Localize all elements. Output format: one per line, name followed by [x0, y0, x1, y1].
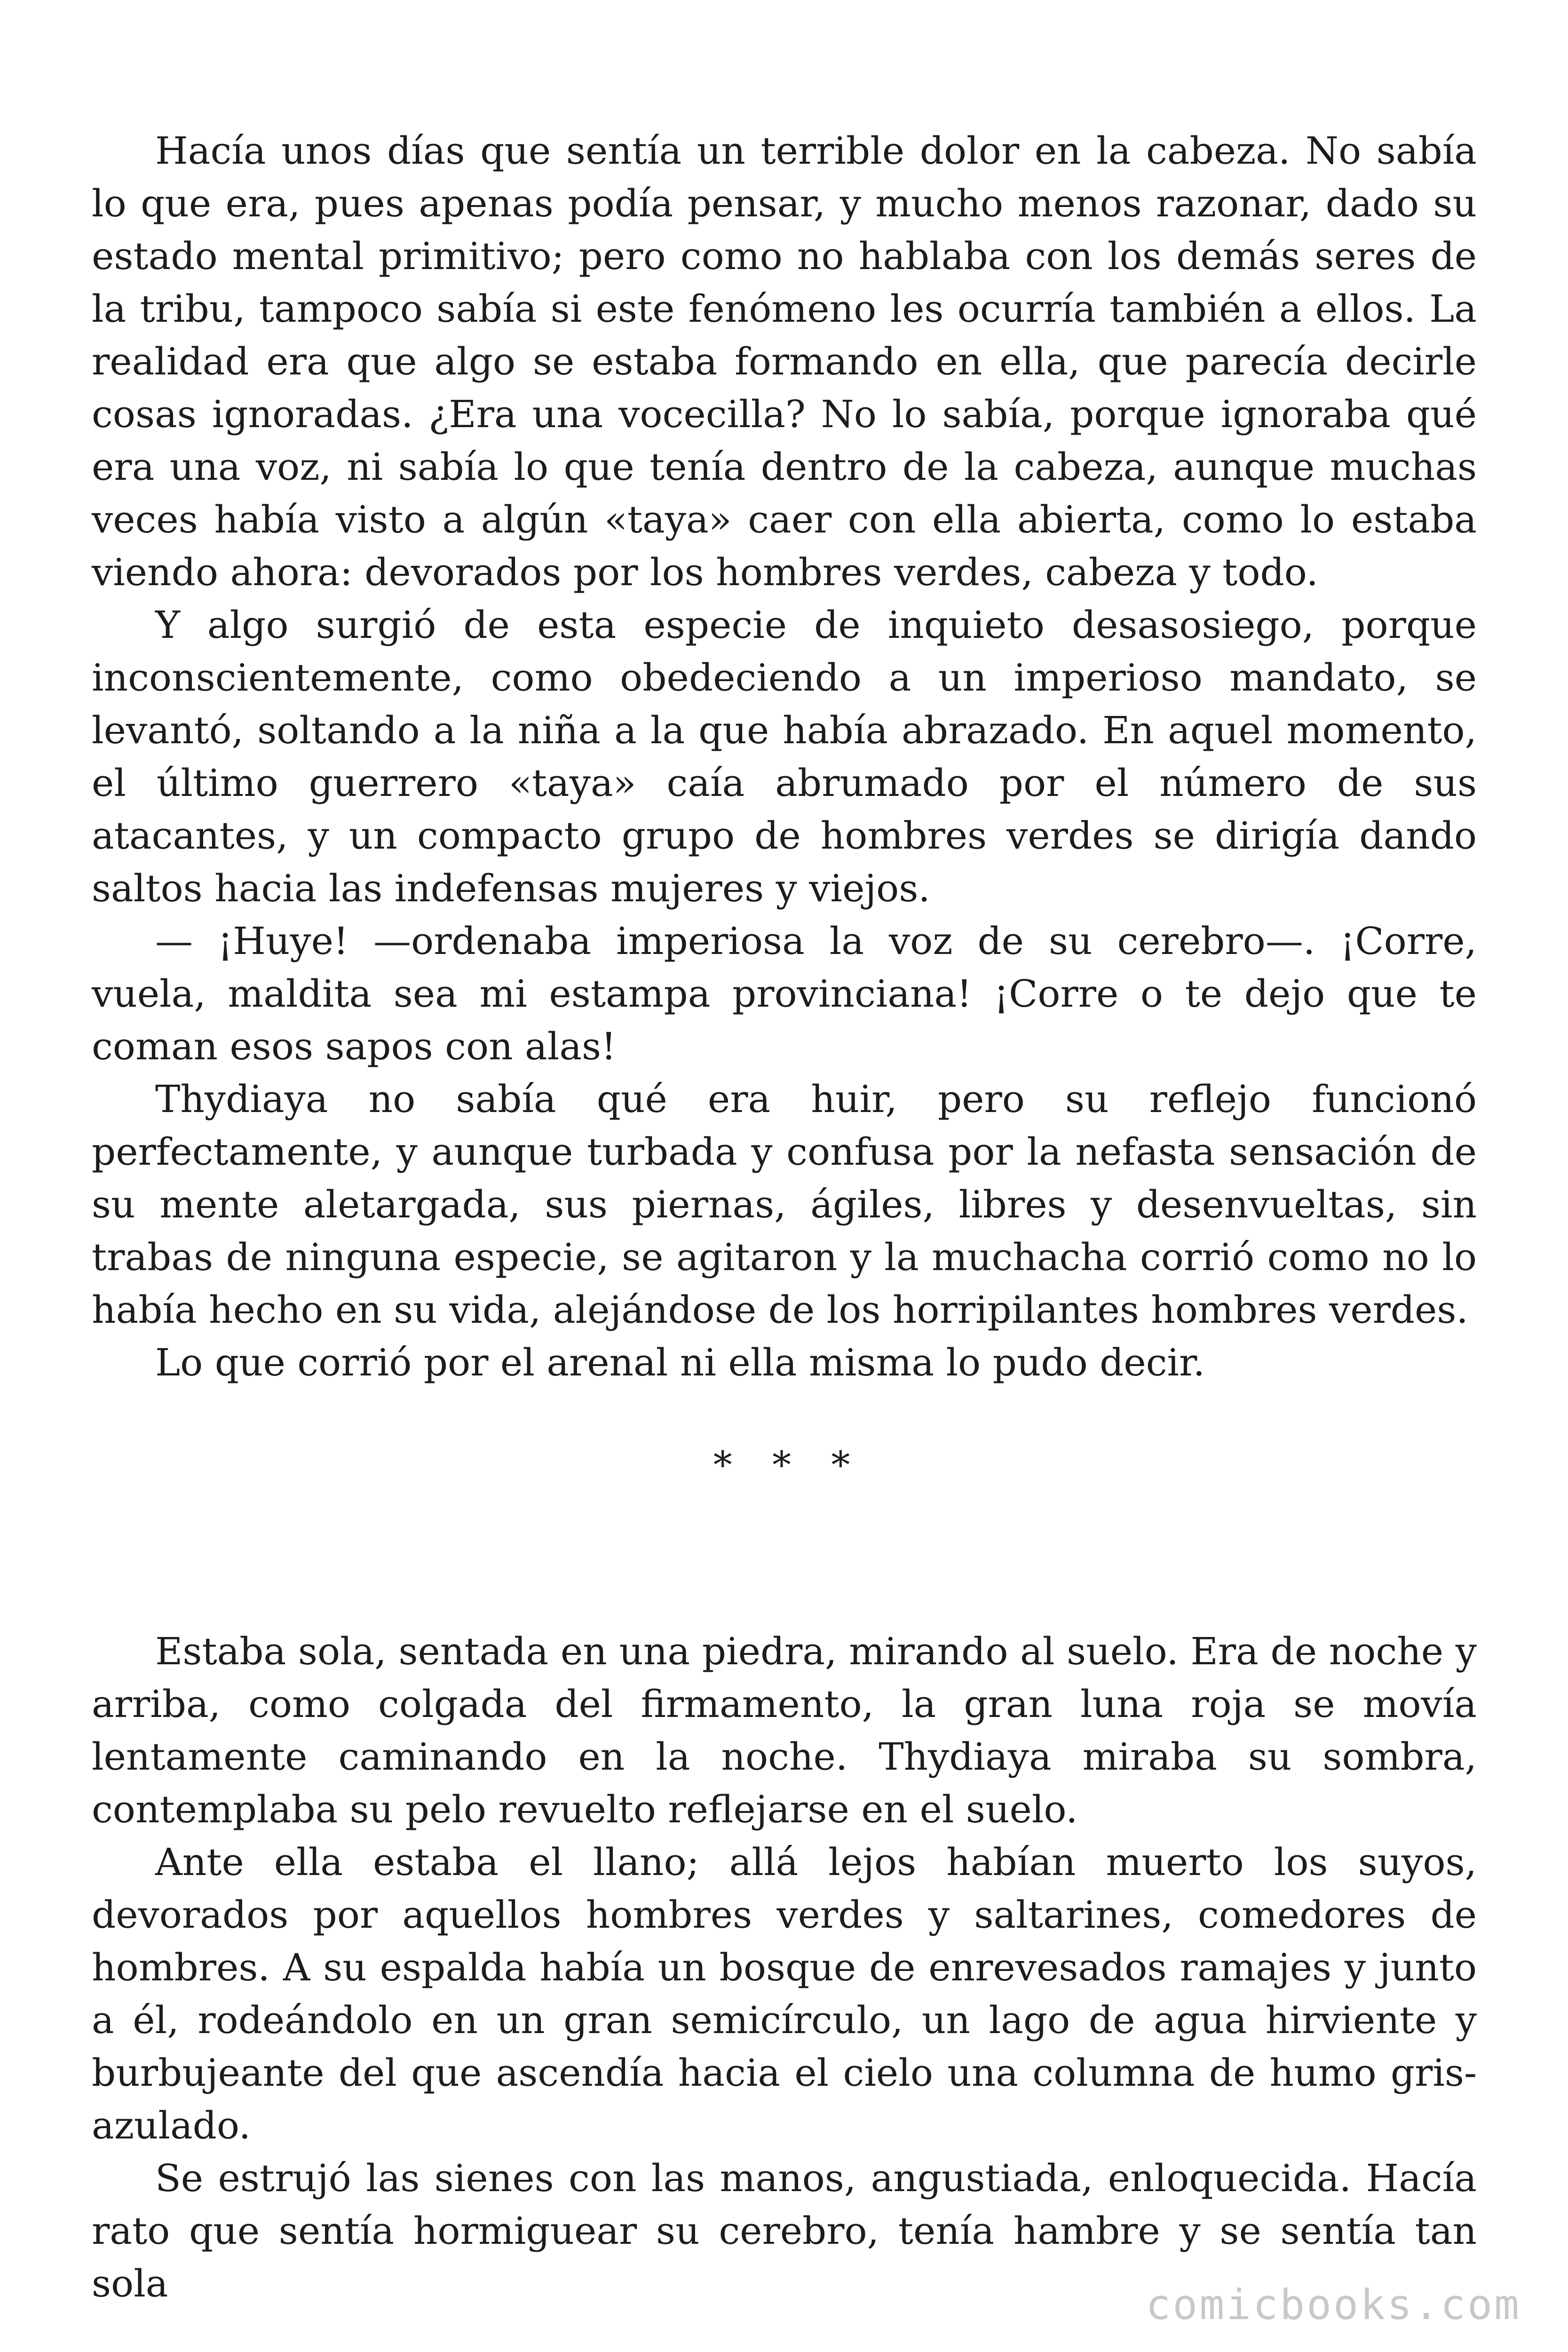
- paragraph: Hacía unos días que sentía un terrible dolor en la cabeza. No sabía lo que era, pues apenas podía pensar, y mucho menos razonar, dado su estado mental primitivo; pero como no hablaba con los demás seres de la tribu, tampoco sabía si este fenómeno les ocurría también a ellos. La realidad era que algo se estaba formando en ella, que parecía decirle cosas ignoradas. ¿Era una vocecilla? No lo sabía, porque ignoraba qué era una voz, ni sabía lo que tenía dentro de la cabeza, aunque muchas veces había visto a algún «taya» caer con ella abierta, como lo estaba viendo ahora: devorados por los hombres verdes, cabeza y todo.: [92, 129, 1477, 594]
- text-section-2: [92, 1625, 1477, 2310]
- paragraph: Ante ella estaba el llano; allá lejos habían muerto los suyos, devorados por aquellos hombres verdes y saltarines, comedores de hombres. A su espalda había un bosque de enrevesados ramajes y junto a él, rodeándolo en un gran semicírculo, un lago de agua hirviente y burbujeante del que ascendía hacia el cielo una columna de humo gris-azulado.: [92, 1840, 1477, 2147]
- paragraph: Lo que corrió por el arenal ni ella misma lo pudo decir.: [155, 1341, 1205, 1384]
- section-separator: * * *: [713, 1443, 864, 1487]
- paragraph: Y algo surgió de esta especie de inquieto desasosiego, porque inconscientemente, como obedeciendo a un imperioso mandato, se levantó, soltando a la niña a la que había abrazado. En aquel momento, el último guerrero «taya» caía abrumado por el número de sus atacantes, y un compacto grupo de hombres verdes se dirigía dando saltos hacia las indefensas mujeres y viejos.: [92, 603, 1477, 910]
- watermark: comicbooks.com: [1146, 2280, 1521, 2329]
- text-section-1: [92, 125, 1477, 1389]
- paragraph: Thydiaya no sabía qué era huir, pero su reflejo funcionó perfectamente, y aunque turbada y confusa por la nefasta sensación de su mente aletargada, sus piernas, ágiles, libres y desenvueltas, sin trabas de ninguna especie, se agitaron y la muchacha corrió como no lo había hecho en su vida, alejándose de los horripilantes hombres verdes.: [92, 1077, 1477, 1332]
- paragraph: — ¡Huye! —ordenaba imperiosa la voz de su cerebro—. ¡Corre, vuela, maldita sea mi estampa provinciana! ¡Corre o te dejo que te coman esos sapos con alas!: [92, 919, 1477, 1068]
- paragraph: Se estrujó las sienes con las manos, angustiada, enloquecida. Hacía rato que sentía hormiguear su cerebro, tenía hambre y se sentía tan sola: [92, 2156, 1477, 2305]
- paragraph: Estaba sola, sentada en una piedra, mirando al suelo. Era de noche y arriba, como colgada del firmamento, la gran luna roja se movía lentamente caminando en la noche. Thydiaya miraba su sombra, contemplaba su pelo revuelto reflejarse en el suelo.: [92, 1629, 1477, 1831]
